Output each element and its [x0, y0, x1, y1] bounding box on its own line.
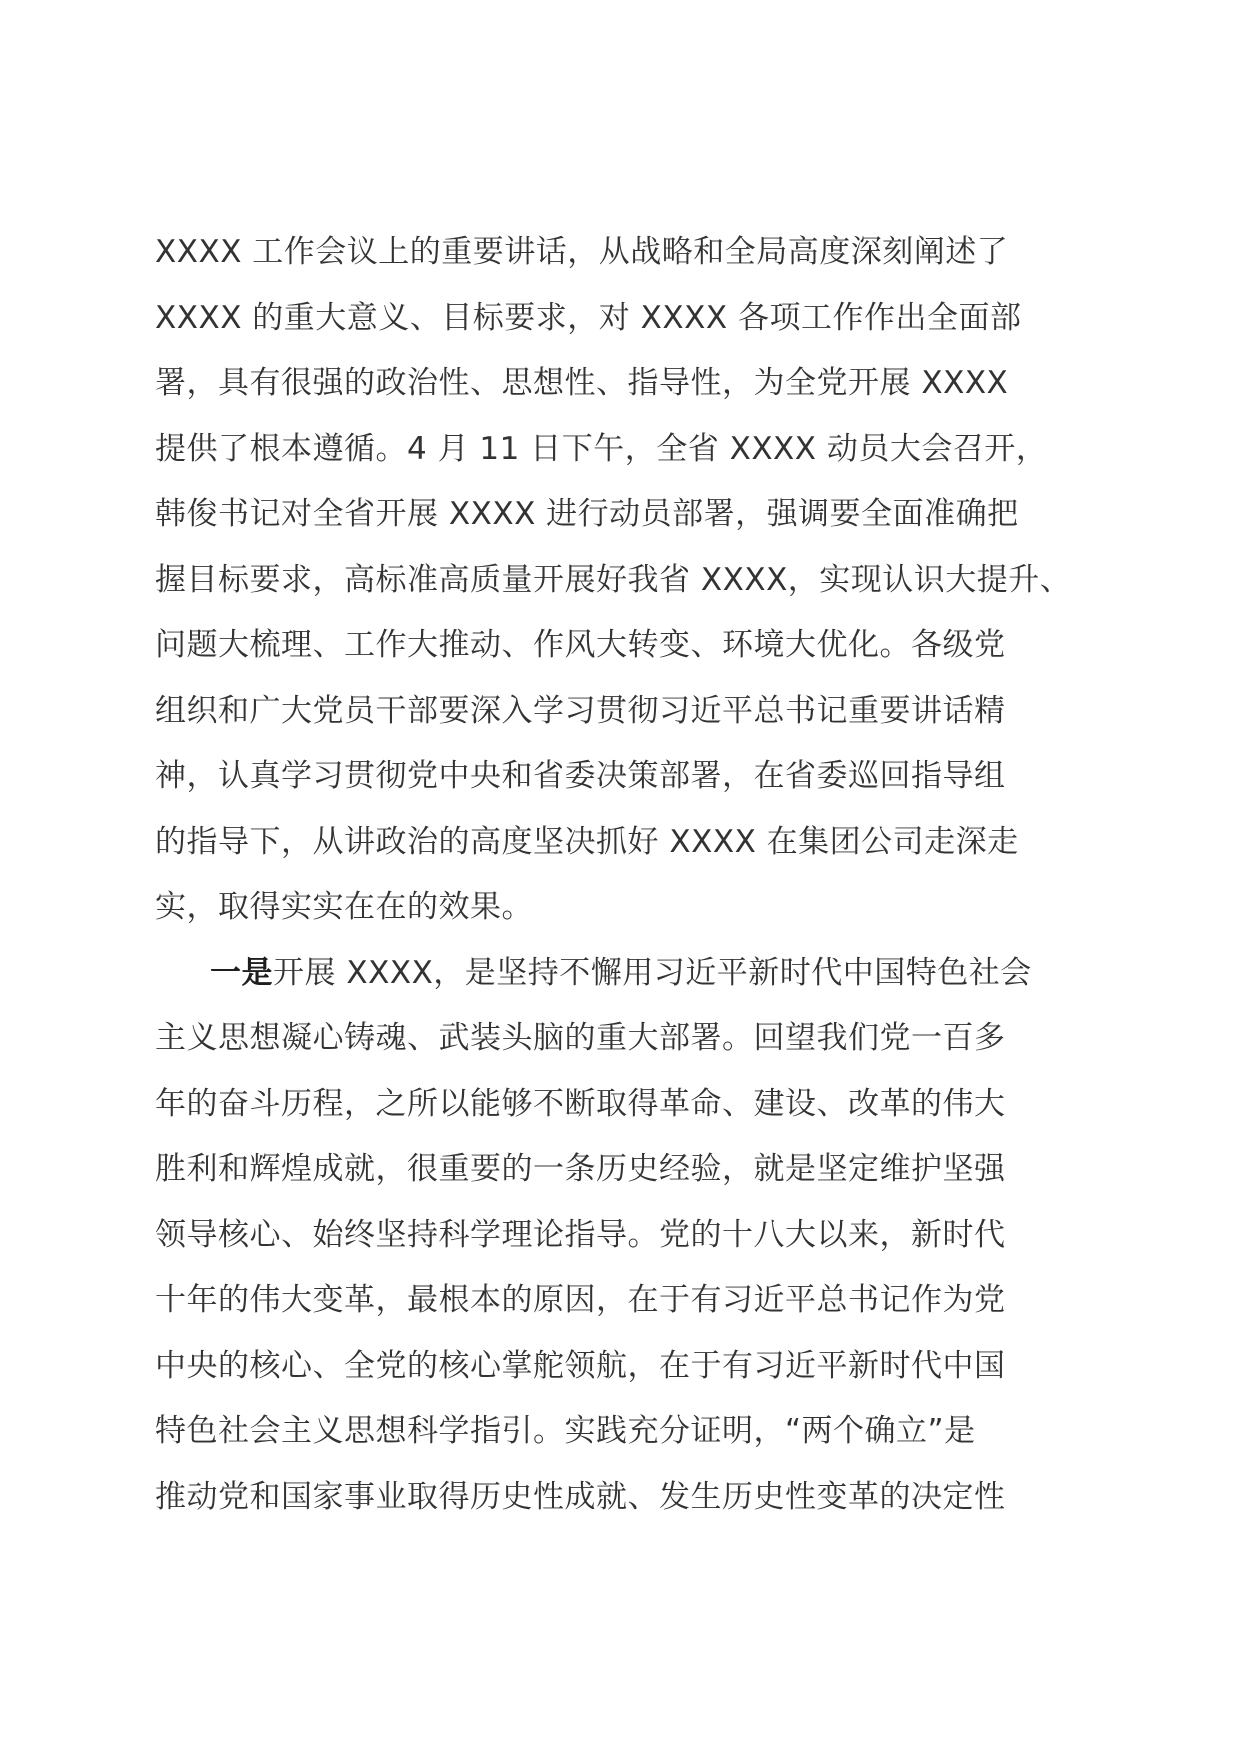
text-line: 领导核心、始终坚持科学理论指导。党的十八大以来，新时代 — [155, 1216, 1006, 1253]
body-text — [155, 220, 1115, 1530]
first-line-text: 开展 XXXX，是坚持不懈用习近平新时代中国特色社会 — [273, 954, 1032, 991]
text-line: 十年的伟大变革，最根本的原因，在于有习近平总书记作为党 — [155, 1282, 1006, 1318]
paragraph-2-first-line — [155, 941, 1115, 1007]
text-line: XXXX 工作会议上的重要讲话，从战略和全局高度深刻阐述了 — [155, 234, 1009, 270]
text-line: 年的奋斗历程，之所以能够不断取得革命、建设、改革的伟大 — [155, 1085, 1006, 1122]
text-line: 问题大梳理、工作大推动、作风大转变、环境大优化。各级党 — [155, 627, 1006, 663]
paragraph-2 — [155, 941, 1115, 1531]
text-line: 特色社会主义思想科学指引。实践充分证明，“两个确立”是 — [155, 1413, 976, 1449]
text-line: 中央的核心、全党的核心掌舵领航，在于有习近平新时代中国 — [155, 1347, 1006, 1384]
text-line: 韩俊书记对全省开展 XXXX 进行动员部署，强调要全面准确把 — [155, 496, 1019, 532]
text-line: XXXX 的重大意义、目标要求，对 XXXX 各项工作作出全面部 — [155, 299, 1022, 336]
paragraph-1 — [155, 220, 1115, 941]
lead-keyword: 一是 — [210, 954, 273, 991]
text-line: 推动党和国家事业取得历史性成就、发生历史性变革的决定性 — [155, 1478, 1006, 1515]
text-line: 的指导下，从讲政治的高度坚决抓好 XXXX 在集团公司走深走 — [155, 823, 1019, 860]
text-line: 实，取得实实在在的效果。 — [155, 889, 533, 925]
text-line: 主义思想凝心铸魂、武装头脑的重大部署。回望我们党一百多 — [155, 1020, 1006, 1056]
text-line: 神，认真学习贯彻党中央和省委决策部署，在省委巡回指导组 — [155, 758, 1006, 794]
text-line: 署，具有很强的政治性、思想性、指导性，为全党开展 XXXX — [155, 365, 1009, 401]
text-line: 组织和广大党员干部要深入学习贯彻习近平总书记重要讲话精 — [155, 692, 1006, 729]
text-line: 胜利和辉煌成就，很重要的一条历史经验，就是坚定维护坚强 — [155, 1151, 1006, 1187]
text-line: 提供了根本遵循。4 月 11 日下午，全省 XXXX 动员大会召开， — [155, 430, 1048, 467]
text-line: 握目标要求，高标准高质量开展好我省 XXXX，实现认识大提升、 — [155, 561, 1072, 598]
